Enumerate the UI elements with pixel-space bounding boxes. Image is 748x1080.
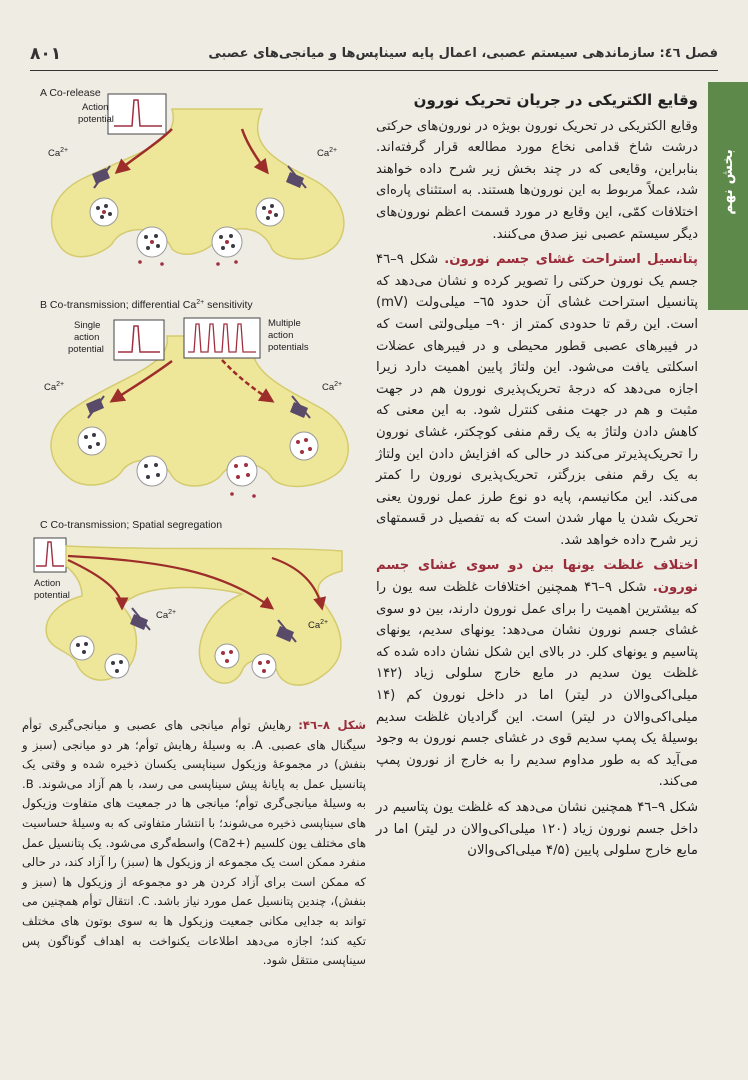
panel-c-vesicle-pool-4 (252, 654, 276, 678)
paragraph-3-body: شکل ۹–۴٦ همچنین اختلافات غلظت سه یون را که بیشترین اهمیت را برای عمل نورون دارند، بین دو سوی غشای جسم نورون نشان می‌دهد: یونهای سدیم، یونهای پتاسیم و یونهای کلر. در بالای این شکل نشان داده شده که غلظت یون سدیم در مایع خارج سلولی زیاد (۱۴۲ میلی‌اکی‌والان در لیتر) اما در داخل نورون کم (۱۴ میلی‌اکی‌والان در لیتر) است. این گرادیان غلظت سدیم بوسیلهٔ یک پمپ سدیم قوی در غشای جسم نورون به وجود می‌آید که به طور مداوم سدیم را به خارج از نورون پمپ می‌کند. (376, 580, 698, 790)
panel-a-ca-right: $Ca^{2+}$ (317, 147, 338, 159)
panel-b-multi-label-1: Multiple (268, 318, 301, 329)
panel-b-single-label-1: Single (74, 320, 101, 331)
paragraph-3 (376, 555, 698, 793)
caption-label: شکل ۸–۴٦: (298, 718, 366, 732)
panel-c-ca-left: $Ca^{2+}$ (156, 609, 177, 621)
caption-text: رهایش توأم میانجی های عصبی و میانجی‌گیری توأم سیگنال های عصبی. A. به وسیلهٔ رهایش توأم؛ هر دو میانجی (سبز و بنفش) در مجموعهٔ وزیکول سیناپسی یکسان ذخیره شده و وقتی یک پتانسیل عمل به پایانهٔ پیش سیناپسی می رسد، با هم آزاد می‌شوند. B. به وسیلهٔ میانجی‌گری توأم؛ میانجی ها در جمعیت های متفاوت وزیکول های سیناپسی ذخیره می‌شوند؛ با انتشار متفاوتی که به وسیلهٔ حساسیت های مختلف یون کلسیم (+Ca2) واسطه‌گری می‌شود. یک پتانسیل عمل منفرد ممکن است یک مجموعه از وزیکول ها (سبز) را آزاد کند، در حالی که ممکن است برای آزاد کردن هر دو مجموعه از وزیکول ها (سبز و بنفش)، چندین پتانسیل عمل مورد نیاز باشد. C. انتقال توأم همچنین می تواند به جدایی مکانی جمعیت وزیکول ها به سوی بوتون های مختلف تکیه کند؛ اجازه می‌دهد اطلاعات یکنواخت به اهداف گوناگون پس سیناپسی منتقل شود. (22, 718, 366, 968)
paragraph-4: شکل ۹–۴٦ همچنین نشان می‌دهد که غلظت یون پتاسیم در داخل جسم نورون زیاد (۱۲۰ میلی‌اکی‌والان در لیتر) اما در مایع خارج سلولی پایین (۴/۵ میلی‌اکی‌والان (376, 800, 698, 859)
chapter-title: فصل ٤٦: سازماندهی سیستم عصبی، اعمال پایه سیناپس‌ها و میانجی‌های عصبی (208, 46, 718, 61)
figure-caption (22, 716, 366, 971)
panel-b-single-label-2: action (74, 332, 100, 343)
paragraph-2 (376, 249, 698, 551)
section-heading: وقایع الکتریکی در جریان تحریک نورون (413, 91, 698, 109)
panel-b-vesicle-pool-2 (137, 456, 167, 486)
panel-c-ap-label-2: potential (34, 590, 70, 601)
page-header (30, 40, 718, 70)
panel-b-title: B Co-transmission; differential $Ca^{2+}$ sensitivity (40, 299, 253, 311)
body-text-column (376, 90, 698, 866)
figure-column (22, 84, 374, 714)
panel-c-ap-box (34, 538, 66, 572)
paragraph-2-body: شکل ۹–۴٦ جسم یک نورون حرکتی را تصویر کرده و نشان می‌دهد که پتانسیل استراحت غشای آن حدود ٦۵– میلی‌ولت (mV) است. این رقم تا حدودی کمتر از ۹۰– میلی‌ولتی است که در فیبرهای عصبی قطور محیطی و در فیبرهای عضلات اسکلتی یافت می‌شود. این ولتاژ پایین اهمیت دارد زیرا اجازه می‌دهد که درجهٔ تحریک‌پذیری نورون هم در جهت مثبت و هم در جهت منفی کنترل شود. به این معنی که کاهش دادن ولتاژ به یک رقم منفی کوچکتر، غشای نورون را تحریک‌پذیرتر می‌کند در حالی که افزایش دادن این ولتاژ به یک رقم منفی بزرگتر، تحریک‌پذیری نورون را کمتر می‌کند. این مکانیسم، پایه دو نوع طرز عمل نورون یعنی تحریک شدن یا مهار شدن است که به تفصیل در قسمتهای زیر شرح داده خواهد شد. (376, 252, 698, 548)
panel-c-terminal (46, 546, 342, 685)
panel-b-multi-label-3: potentials (268, 342, 309, 353)
panel-c-vesicle-pool-1 (70, 636, 94, 660)
panel-c-vesicle-pool-2 (105, 654, 129, 678)
panel-c-title: C Co-transmission; Spatial segregation (40, 519, 223, 531)
panel-b-multi-label-2: action (268, 330, 294, 341)
panel-c-ca-right: $Ca^{2+}$ (308, 619, 329, 631)
paragraph-3-heading: اختلاف غلظت یونها بین دو سوی غشای جسم نورون. (376, 558, 698, 596)
paragraph-2-heading: پتانسیل استراحت غشای جسم نورون. (444, 252, 698, 268)
panel-b-single-label-3: potential (68, 344, 104, 355)
side-tab-label: بخش نهم (720, 149, 736, 215)
panel-b-vesicle-pool-1 (78, 427, 106, 455)
panel-a-ca-left: $Ca^{2+}$ (48, 147, 69, 159)
page-number: ۸۰۱ (30, 44, 62, 64)
panel-b-vesicle-pool-4 (290, 432, 318, 460)
figure-panels (22, 84, 374, 714)
panel-b-vesicle-pool-3 (227, 456, 257, 486)
panel-a-ap-label-1: Action (82, 102, 109, 113)
panel-b-ca-right: $Ca^{2+}$ (322, 381, 343, 393)
panel-a-ap-label-2: potential (78, 114, 114, 125)
paragraph-1: وقایع الکتریکی در تحریک نورون بویژه در نورون‌های حرکتی درشت شاخ قدامی نخاع مورد مطالعه قرار گرفته‌اند. بنابراین، وقایعی که در چند بخش زیر شرح داده خواهند شد، عملاً مربوط به این نورون‌ها هستند. به استثنای پاره‌ای اختلافات کمّی، این وقایع در مورد قسمت اعظم نورون‌های دیگر سیستم عصبی نیز صدق می‌کنند. (376, 118, 698, 242)
panel-c-ap-label-1: Action (34, 578, 61, 589)
header-rule (30, 70, 718, 71)
section-side-tab (708, 82, 748, 310)
panel-b-ca-left: $Ca^{2+}$ (44, 381, 65, 393)
figure-svg (22, 84, 374, 714)
panel-a-title: A Co-release (40, 87, 101, 99)
panel-c-vesicle-pool-3 (215, 644, 239, 668)
